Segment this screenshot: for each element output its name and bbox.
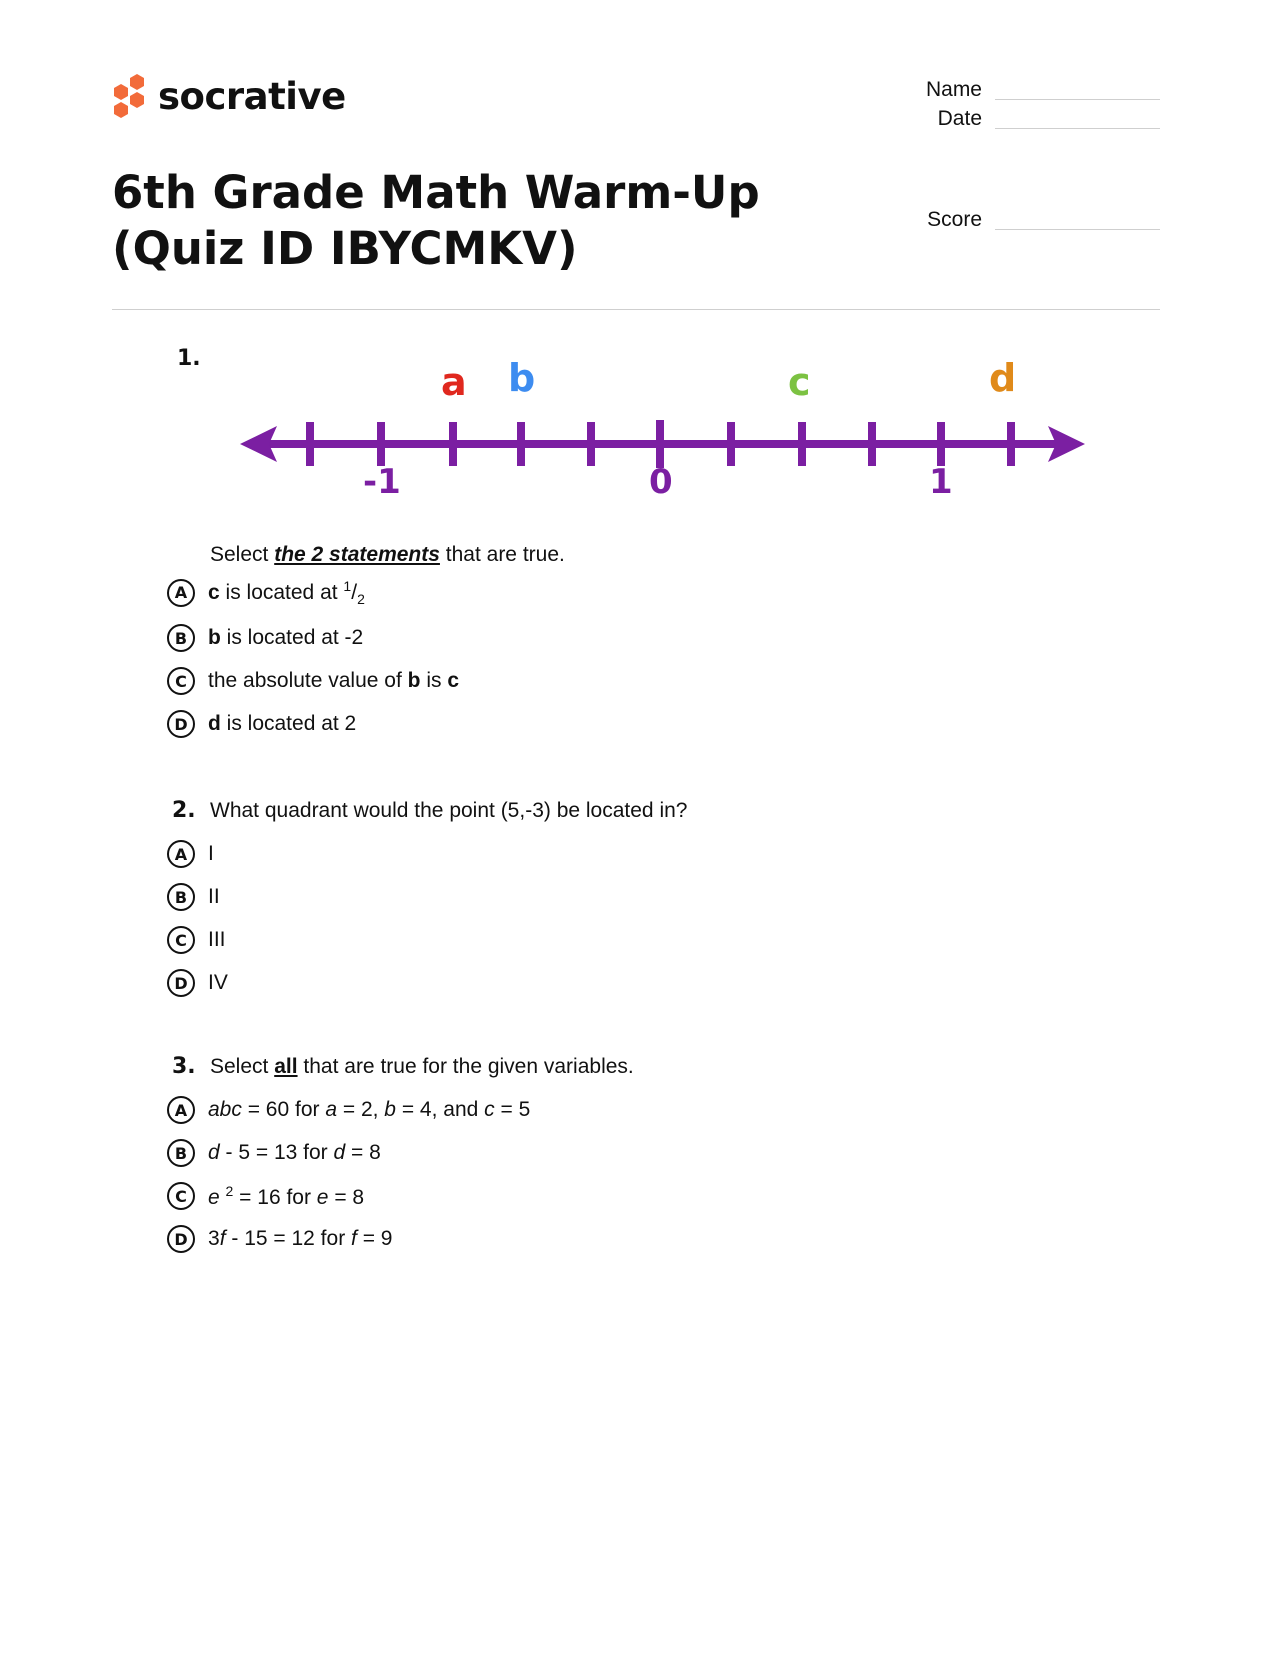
brand-name: socrative [158, 74, 346, 118]
q2-option-d[interactable] [167, 969, 228, 997]
header-divider [112, 309, 1160, 310]
answer-bubble[interactable]: A [167, 1096, 195, 1124]
point-c-label: c [788, 360, 811, 404]
prompt-text: that are true. [439, 543, 565, 566]
q3-option-c[interactable] [167, 1182, 364, 1210]
answer-bubble[interactable]: B [167, 624, 195, 652]
q3-option-b[interactable] [167, 1139, 381, 1167]
q1-option-d[interactable] [167, 710, 356, 738]
answer-bubble[interactable]: B [167, 1139, 195, 1167]
option-text: e $^2$ = 16 for e = 8 [208, 1182, 365, 1209]
point-a-label: a [441, 360, 467, 404]
score-field-line[interactable] [995, 229, 1160, 230]
prompt-text: Select [210, 543, 275, 566]
option-text: IV [208, 971, 228, 994]
q1-option-b[interactable] [167, 624, 363, 652]
question-2-prompt: What quadrant would the point (5,-3) be located in? [210, 799, 688, 822]
prompt-emphasis: all [274, 1055, 298, 1078]
tick-label-1: 1 [929, 462, 953, 502]
q1-option-a[interactable] [167, 578, 365, 607]
point-d-label: d [989, 356, 1017, 400]
answer-bubble[interactable]: B [167, 883, 195, 911]
q2-option-a[interactable] [167, 840, 214, 868]
tick-label-neg1: -1 [363, 462, 401, 502]
q3-option-d[interactable] [167, 1225, 393, 1253]
date-label: Date [937, 107, 982, 130]
point-b-label: b [508, 356, 536, 400]
date-field-line[interactable] [995, 128, 1160, 129]
name-label: Name [925, 78, 982, 101]
question-3-number: 3. [172, 1054, 196, 1079]
prompt-text: that are true for the given variables. [297, 1055, 634, 1078]
option-text: II [208, 885, 220, 908]
prompt-emphasis: the 2 statements [274, 543, 440, 566]
hexagon-cluster-icon [110, 72, 148, 120]
answer-bubble[interactable]: D [167, 969, 195, 997]
answer-bubble[interactable]: A [167, 840, 195, 868]
option-text: d - 5 = 13 for d = 8 [208, 1141, 381, 1164]
tick-label-0: 0 [649, 462, 673, 502]
option-text: I [208, 842, 214, 865]
answer-bubble[interactable]: A [167, 579, 195, 607]
socrative-logo [110, 72, 346, 120]
q3-option-a[interactable] [167, 1096, 530, 1124]
answer-bubble[interactable]: C [167, 667, 195, 695]
answer-bubble[interactable]: C [167, 1182, 195, 1210]
prompt-text: Select [210, 1055, 275, 1078]
option-text: d is located at 2 [208, 712, 357, 735]
option-text: b is located at -2 [208, 626, 364, 649]
q1-option-c[interactable] [167, 667, 459, 695]
page-title: 6th Grade Math Warm-Up (Quiz ID IBYCMKV) [112, 166, 760, 275]
option-text: 3f - 15 = 12 for f = 9 [208, 1227, 393, 1250]
option-text: abc = 60 for a = 2, b = 4, and c = 5 [208, 1098, 531, 1121]
q2-option-b[interactable] [167, 883, 220, 911]
question-1-prompt [210, 543, 565, 567]
q2-option-c[interactable] [167, 926, 226, 954]
name-field-line[interactable] [995, 99, 1160, 100]
option-text: III [208, 928, 226, 951]
answer-bubble[interactable]: D [167, 710, 195, 738]
option-text: c is located at $^1/_2$ [208, 578, 365, 608]
answer-bubble[interactable]: C [167, 926, 195, 954]
option-text: the absolute value of b is c [208, 669, 460, 692]
score-label: Score [927, 208, 982, 231]
question-2-number: 2. [172, 798, 196, 823]
answer-bubble[interactable]: D [167, 1225, 195, 1253]
question-1-number: 1. [177, 346, 201, 371]
question-3-prompt [210, 1055, 634, 1079]
